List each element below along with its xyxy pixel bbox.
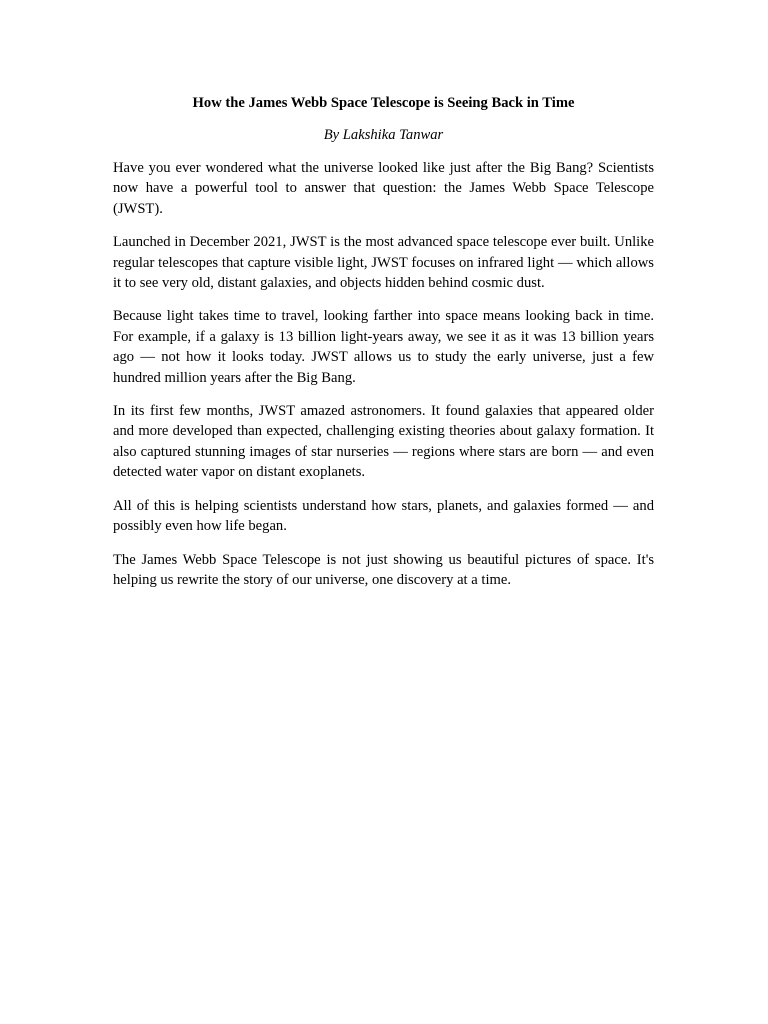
paragraph: Have you ever wondered what the universe looked like just after the Big Bang? Scientists now have a powerful tool to answer that question: the James Webb Space Telescope (JWST). [113,160,654,217]
paragraph: In its first few months, JWST amazed astronomers. It found galaxies that appeared older and more developed than expected, challenging existing theories about galaxy formation. It also captured stunning images of star nurseries — regions where stars are born — and even detected water vapor on distant exoplanets. [113,403,654,481]
document-page [113,93,654,603]
article-title: How the James Webb Space Telescope is Seeing Back in Time [192,95,575,111]
paragraph: Launched in December 2021, JWST is the most advanced space telescope ever built. Unlike regular telescopes that capture visible light, JWST focuses on infrared light — which allows it to see very old, distant galaxies, and objects hidden behind cosmic dust. [113,234,654,292]
author-byline: By Lakshika Tanwar [323,127,444,143]
paragraph: The James Webb Space Telescope is not just showing us beautiful pictures of space. It's helping us rewrite the story of our universe, one discovery at a time. [113,551,654,588]
paragraph: All of this is helping scientists understand how stars, planets, and galaxies formed — and possibly even how life began. [113,497,654,535]
paragraph: Because light takes time to travel, looking farther into space means looking back in time. For example, if a galaxy is 13 billion light-years away, we see it as it was 13 billion years ago — not how it looks today. JWST allows us to study the early universe, just a few hundred million years after the Big Bang. [113,308,654,386]
